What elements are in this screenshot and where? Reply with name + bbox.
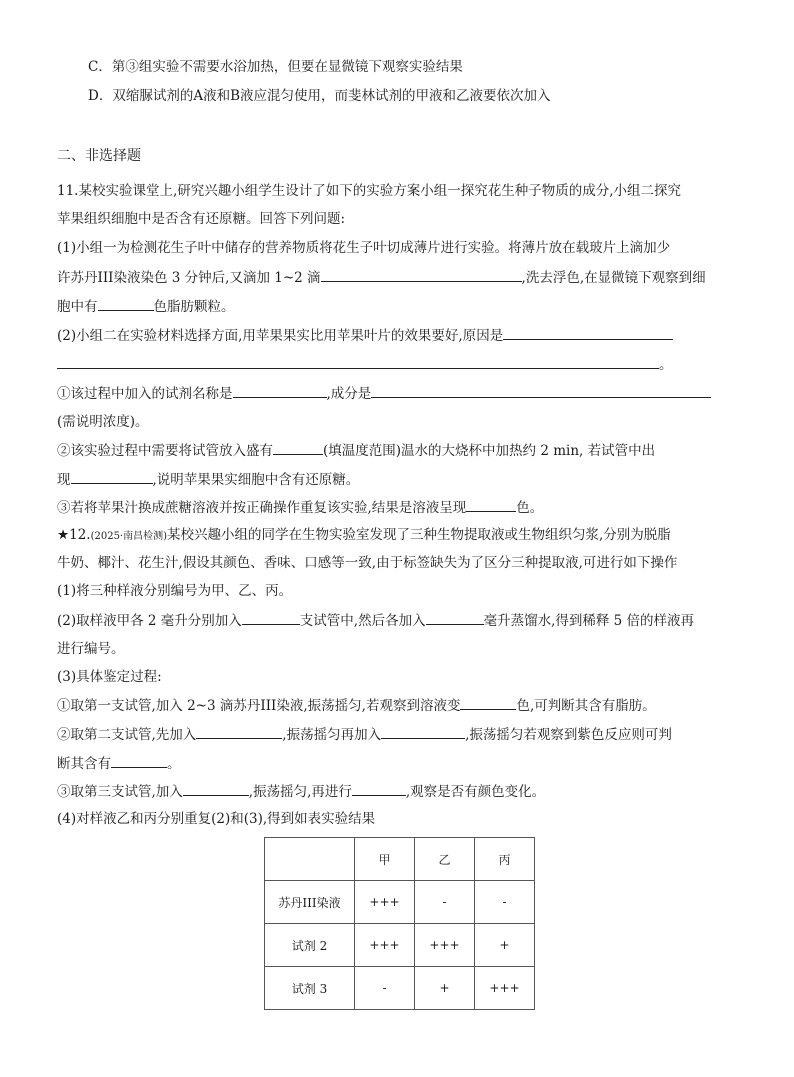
q11-sub2-line2 <box>57 469 359 490</box>
q12-sub1 <box>57 695 656 716</box>
table-cell: - <box>355 967 415 1010</box>
q11-part1-line2 <box>57 267 706 288</box>
table-header-cell: 丙 <box>475 838 535 881</box>
answer-blank[interactable] <box>111 753 167 768</box>
answer-blank[interactable] <box>57 354 659 369</box>
q11-sub1-line1 <box>57 383 711 404</box>
q11-sub3 <box>57 497 543 518</box>
table-cell: - <box>415 881 475 924</box>
q11-part1-line1: (1)小组一为检测花生子叶中储存的营养物质将花生子叶切成薄片进行实验。将薄片放在载玻片上滴加少 <box>57 240 671 256</box>
q12-part2-line2: 进行编号。 <box>57 641 125 657</box>
answer-blank[interactable] <box>466 497 516 512</box>
q11-sub1-text-a: ①该过程中加入的试剂名称是 <box>57 386 233 402</box>
q11-part1-text-b: ,洗去浮色,在显微镜下观察到细 <box>521 270 706 286</box>
q11-intro-line1: 11.某校实验课堂上,研究兴趣小组学生设计了如下的实验方案小组一探究花生种子物质的成分,小组二探究 <box>57 183 682 199</box>
q12-sub3 <box>57 781 545 802</box>
results-table <box>264 837 535 1010</box>
table-row-label: 试剂 3 <box>265 967 355 1010</box>
answer-blank[interactable] <box>426 610 484 625</box>
table-cell: + <box>475 924 535 967</box>
q12-part3: (3)具体鉴定过程: <box>57 669 162 685</box>
answer-blank[interactable] <box>460 695 516 710</box>
q12-part2-text-a: (2)取样液甲各 2 毫升分别加入 <box>57 613 242 629</box>
table-row <box>265 924 535 967</box>
table-cell: +++ <box>475 967 535 1010</box>
table-header-cell: 乙 <box>415 838 475 881</box>
q11-sub2-line1 <box>57 440 655 461</box>
table-cell: + <box>415 967 475 1010</box>
q11-part2-text: (2)小组二在实验材料选择方面,用苹果果实比用苹果叶片的效果要好,原因是 <box>57 328 504 344</box>
q12-sub2-text-c: ,振荡摇匀若观察到紫色反应则可判 <box>465 727 672 743</box>
q11-part2-line1 <box>57 325 673 346</box>
answer-blank[interactable] <box>98 296 154 311</box>
q12-source: (2025·南昌检测) <box>90 531 168 542</box>
q11-sub1-line2: (需说明浓度)。 <box>57 414 149 430</box>
q12-sub1-text-a: ①取第一支试管,加入 2~3 滴苏丹III染液,振荡摇匀,若观察到溶液变 <box>57 698 461 714</box>
answer-blank[interactable] <box>381 724 465 739</box>
answer-blank[interactable] <box>321 267 522 282</box>
q12-intro-text: 某校兴趣小组的同学在生物实验室发现了三种生物提取液或生物组织匀浆,分别为脱脂 <box>167 527 671 543</box>
q12-star: ★12. <box>57 527 91 543</box>
table-cell: +++ <box>355 924 415 967</box>
q12-part2-text-b: 支试管中,然后各加入 <box>299 613 426 629</box>
q12-sub2-line1 <box>57 724 672 745</box>
q11-sub2-text-b: (填温度范围)温水的大烧杯中加热约 2 min, 若试管中出 <box>323 443 656 459</box>
q11-part1-line3 <box>57 296 235 317</box>
q12-sub3-text-b: ,振荡摇匀,再进行 <box>248 784 352 800</box>
answer-blank[interactable] <box>242 610 300 625</box>
q11-part1-text-d: 色脂肪颗粒。 <box>153 299 235 315</box>
q11-sub2-text-a: ②该实验过程中需要将试管放入盛有 <box>57 443 273 459</box>
q12-part4: (4)对样液乙和丙分别重复(2)和(3),得到如表实验结果 <box>57 811 376 827</box>
q12-sub2-line2 <box>57 753 181 774</box>
table-cell: +++ <box>355 881 415 924</box>
q12-sub2-text-d: 断其含有 <box>57 756 111 772</box>
q11-sub2-text-c: 现 <box>57 472 71 488</box>
q12-sub2-text-a: ②取第二支试管,先加入 <box>57 727 197 743</box>
answer-blank[interactable] <box>352 781 406 796</box>
table-header-cell <box>265 838 355 881</box>
answer-blank[interactable] <box>503 325 673 340</box>
answer-blank[interactable] <box>196 724 282 739</box>
q12-sub3-text-c: ,观察是否有颜色变化。 <box>405 784 546 800</box>
q12-sub3-text-a: ③取第三支试管,加入 <box>57 784 183 800</box>
table-cell: - <box>475 881 535 924</box>
answer-blank[interactable] <box>233 383 327 398</box>
table-row <box>265 967 535 1010</box>
table-header-row <box>265 838 535 881</box>
q11-sub3-text-b: 色。 <box>516 500 544 516</box>
q11-part2-end: 。 <box>659 357 673 373</box>
table-row-label: 苏丹III染液 <box>265 881 355 924</box>
answer-blank[interactable] <box>273 440 323 455</box>
q11-part1-text-c: 胞中有 <box>57 299 98 315</box>
section-title: 二、非选择题 <box>57 148 141 164</box>
answer-blank[interactable] <box>183 781 249 796</box>
q11-sub2-text-d: ,说明苹果果实细胞中含有还原糖。 <box>152 472 360 488</box>
q11-part1-text-a: 许苏丹III染液染色 3 分钟后,又滴加 1~2 滴 <box>57 270 321 286</box>
q12-sub1-text-b: 色,可判断其含有脂肪。 <box>516 698 656 714</box>
q12-intro-line1 <box>57 525 671 547</box>
q11-sub3-text-a: ③若将苹果汁换成蔗糖溶液并按正确操作重复该实验,结果是溶液呈现 <box>57 500 467 516</box>
answer-blank[interactable] <box>71 469 153 484</box>
q12-part2-text-c: 毫升蒸馏水,得到稀释 5 倍的样液再 <box>483 613 695 629</box>
q11-sub1-text-b: ,成分是 <box>326 386 372 402</box>
option-d: D．双缩脲试剂的A液和B液应混匀使用，而斐林试剂的甲液和乙液要依次加入 <box>88 88 551 104</box>
table-row-label: 试剂 2 <box>265 924 355 967</box>
table-cell: +++ <box>415 924 475 967</box>
table-header-cell: 甲 <box>355 838 415 881</box>
option-c: C．第③组实验不需要水浴加热，但要在显微镜下观察实验结果 <box>88 59 463 75</box>
q12-sub2-text-b: ,振荡摇匀再加入 <box>282 727 382 743</box>
q12-part2-line1 <box>57 610 694 631</box>
q12-sub2-text-e: 。 <box>167 756 181 772</box>
q12-intro-line2: 牛奶、椰汁、花生汁,假设其颜色、香味、口感等一致,由于标签缺失为了区分三种提取液,可进行如下操作 <box>57 555 678 571</box>
answer-blank[interactable] <box>371 383 711 398</box>
q11-intro-line2: 苹果组织细胞中是否含有还原糖。回答下列问题: <box>57 211 346 227</box>
q12-part1: (1)将三种样液分别编号为甲、乙、丙。 <box>57 583 293 599</box>
q11-part2-line2 <box>57 354 673 375</box>
table-row <box>265 881 535 924</box>
